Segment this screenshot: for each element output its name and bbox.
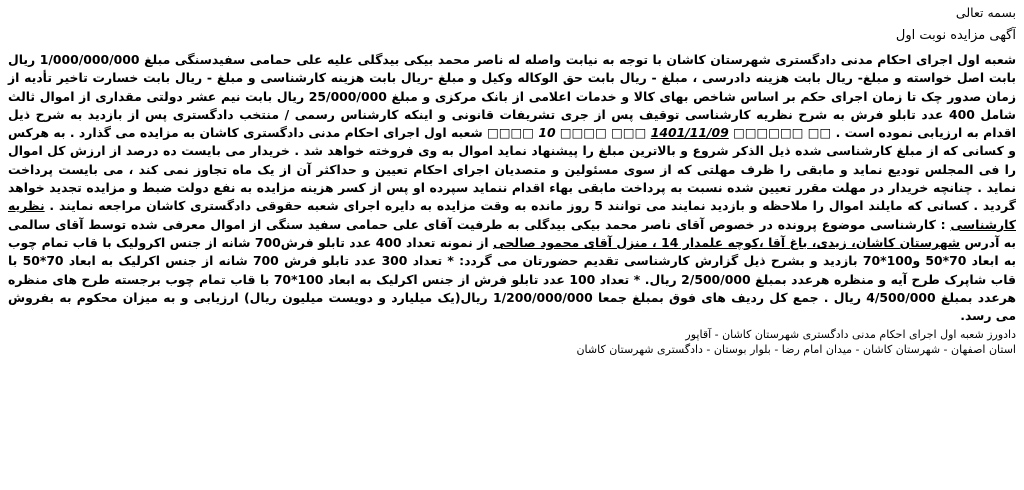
footer-officer-line: دادورز شعبه اول اجرای احکام مدنی دادگستری شهرستان کاشان - آقاپور [685,328,1016,342]
notice-title: آگهی مزایده نوبت اول [895,28,1016,43]
body-paragraph-1: شعبه اول اجرای احکام مدنی دادگستری شهرستان کاشان با توجه به نیابت واصله له ناصر محمد بیکی بیدگلی علیه علی حمامی سفیدسنگی مبلغ 1/000/000/000 ریال بابت اصل خواسته و مبلغ- ریال بابت هزینه دادرسی ، مبلغ - ریال بابت حق الوکاله وکیل و مبلغ -ریال بابت هزینه کارشناسی و مبلغ - ریال بابت خسارت تاخیر تأدیه از زمان صدور چک تا زمان اجرای حکم بر اساس شاخص بهای کالا و خدمات اعلامی از بانک مرکزی و مبلغ 25/000/000 ریال بابت نیم عشر دولتی مقداری از اموال ثالث شامل 400 عدد تابلو فرش به شرح نظریه کارشناسی توقیف پس از جری تشریفات قانونی و اینکه کارشناس رسمی / منتخب دادگستری پس از بازدید به شرح ذیل اقدام به ارزیابی نموده است . [8,52,1016,141]
expert-opinion-label: نظریه کارشناسی [8,198,1016,232]
property-address: شهرستان کاشان، زیدی، باغ آقا ،کوچه علمدار 14 ، منزل آقای محمود صالحی [492,234,961,250]
auction-date: 1401/11/09 [650,125,729,141]
body-paragraph-2: شعبه اول اجرای احکام مدنی دادگستری کاشان به مزایده می گذارد . به هرکس و کسانی که از مبلغ کارشناسی شده ذیل الذکر شروع و بالاترین مبلغ را پیشنهاد نماید اموال به وی فروخته خواهد شد . خریدار می بایست ده درصد از ارزش کل اموال را فی المجلس تودیع نماید و مابقی را ظرف مهلتی که از سوی مسئولین و متصدیان اجرای احکام تعیین و حداکثر آن از یک ماه تجاوز نمی کند ، می بایست پرداخت نماید . چنانچه خریدار در مهلت مقرر تعیین شده نسبت به پرداخت مابقی بهاء اقدام ننماید سپرده او پس از کسر هزینه مزایده به نفع دولت ضبط و مزایده تجدید خواهد گردید . کسانی که مایلند اموال را ملاحظه و بازدید نمایند می توانند 5 روز مانده به وقت مزایده به دایره اجرای شعبه حقوقی دادگستری کاشان مراجعه نمایند . [8,125,1016,214]
date-prefix: □□ □□□□□□ [733,125,832,141]
notice-body [8,51,1016,325]
bismillah-heading: بسمه تعالی [955,5,1016,20]
date-suffix: □□□ □□□□ 10 □□□□ [487,125,647,141]
footer-address-line: استان اصفهان - شهرستان کاشان - میدان امام رضا - بلوار بوستان - دادگستری شهرستان کاشان [576,343,1016,357]
body-paragraph-4: از نمونه تعداد 400 عدد تابلو فرش700 شانه از جنس اکرولیک با قاب تمام چوب به ابعاد 70*50 و100*70 بازدید و بشرح ذیل گزارش کارشناسی تقدیم حضورتان می گردد: * تعداد 300 عدد تابلو فرش 700 شانه از جنس اکرلیک به ابعاد 70*50 با قاب شاپرک طرح آیه و منظره هرعدد بمبلغ 2/500/000 ریال. * تعداد 100 عدد تابلو فرش از جنس اکرلیک به ابعاد 100*70 با قاب تمام چوب برجسته طرح های منظره هرعدد بمبلغ 4/500/000 ریال . جمع کل ردیف های فوق بمبلغ جمعا 1/200/000/000 ریال(یک میلیارد و دویست میلیون ریال) ارزیابی و به میزان محکوم به بفروش می رسد. [8,234,1017,324]
body-paragraph-3: : کارشناسی موضوع پرونده در خصوص آقای ناصر محمد بیکی بیدگلی به طرفیت آقای علی حمامی سفید سنگی از اموال معرفی شده توسط آقای سالمی به آدرس [8,216,1016,250]
notice-footer [8,327,1016,357]
